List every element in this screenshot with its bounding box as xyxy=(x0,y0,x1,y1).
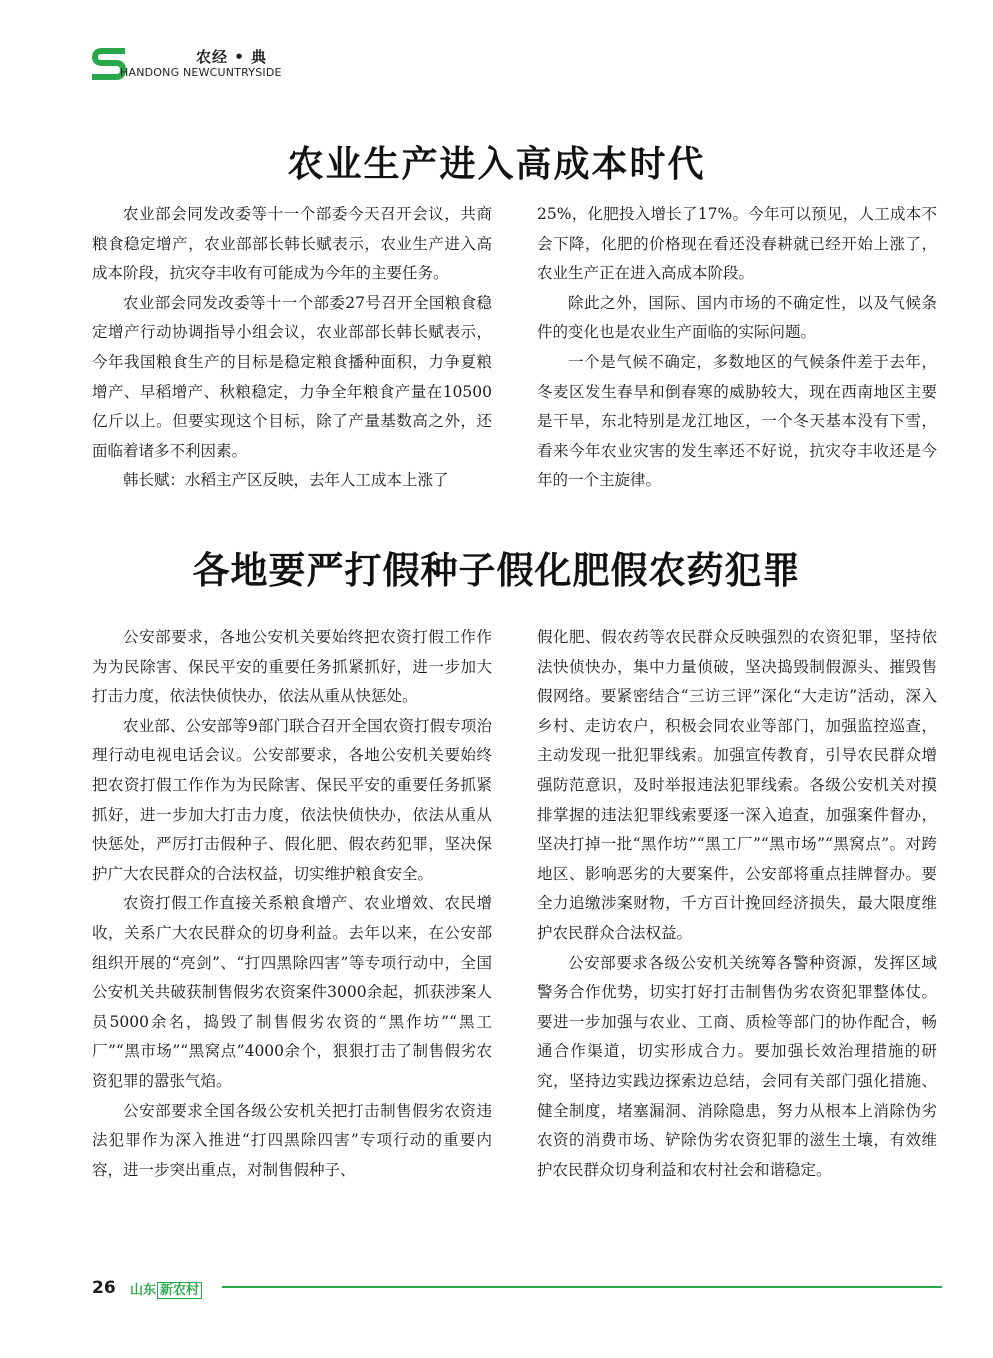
paragraph: 一个是气候不确定，多数地区的气候条件差于去年，冬麦区发生春旱和倒春寒的威胁较大，现在西南地区主要是干旱，东北特别是龙江地区，一个冬天基本没有下雪，看来今年农业灾害的发生率还不好说，抗灾夺丰收还是今年的一个主旋律。 xyxy=(537,352,937,490)
footer-magazine-name-b: 新农村 xyxy=(157,1282,202,1299)
article2-right-column xyxy=(537,623,937,1185)
footer-magazine-logo xyxy=(130,1279,202,1298)
paragraph: 公安部要求全国各级公安机关把打击制售假劣农资违法犯罪作为深入推进“打四黑除四害”专项行动的重要内容，进一步突出重点，对制售假种子、 xyxy=(92,1101,492,1179)
page-number: 26 xyxy=(92,1278,116,1298)
magazine-logo-subtitle: HANDONG NEWCUNTRYSIDE xyxy=(120,66,282,79)
magazine-header xyxy=(92,46,392,86)
paragraph: 25%，化肥投入增长了17%。今年可以预见，人工成本不会下降，化肥的价格现在看还没春耕就已经开始上涨了，农业生产正在进入高成本阶段。 xyxy=(537,205,937,283)
footer-divider xyxy=(222,1286,942,1288)
page-footer xyxy=(92,1278,942,1302)
article1-right-column xyxy=(537,200,937,496)
paragraph: 韩长赋：水稻主产区反映，去年人工成本上涨了 xyxy=(123,471,449,490)
paragraph: 公安部要求各级公安机关统筹各警种资源，发挥区域警务合作优势，切实打好打击制售伪劣农资犯罪整体仗。要进一步加强与农业、工商、质检等部门的协作配合，畅通合作渠道，切实形成合力。要加强长效治理措施的研究，坚持边实践边探索边总结，会同有关部门强化措施、健全制度，堵塞漏洞、消除隐患，努力从根本上消除伪劣农资的消费市场、铲除伪劣农资犯罪的滋生土壤，有效维护农民群众切身利益和农村社会和谐稳定。 xyxy=(537,953,937,1179)
paragraph: 农业部、公安部等9部门联合召开全国农资打假专项治理行动电视电话会议。公安部要求，各地公安机关要始终把农资打假工作作为为民除害、保民平安的重要任务抓紧抓好，进一步加大打击力度，依法快侦快办，依法从重从快惩处，严厉打击假种子、假化肥、假农药犯罪，坚决保护广大农民群众的合法权益，切实维护粮食安全。 xyxy=(92,716,492,883)
paragraph: 公安部要求，各地公安机关要始终把农资打假工作作为为民除害、保民平安的重要任务抓紧抓好，进一步加大打击力度，依法快侦快办，依法从重从快惩处。 xyxy=(92,628,492,706)
paragraph: 农资打假工作直接关系粮食增产、农业增效、农民增收，关系广大农民群众的切身利益。去年以来，在公安部组织开展的“亮剑”、“打四黑除四害”等专项行动中，全国公安机关共破获制售假劣农资案件3000余起，抓获涉案人员5000余名，捣毁了制售假劣农资的“黑作坊”“黑工厂”“黑市场”“黑窝点”4000余个，狠狠打击了制售假劣农资犯罪的嚣张气焰。 xyxy=(92,894,492,1090)
article2-title: 各地要严打假种子假化肥假农药犯罪 xyxy=(192,549,801,592)
magazine-section-label: 农经 • 典 xyxy=(196,48,268,66)
article2-left-column xyxy=(92,623,492,1185)
paragraph: 农业部会同发改委等十一个部委27号召开全国粮食稳定增产行动协调指导小组会议，农业部部长韩长赋表示，今年我国粮食生产的目标是稳定粮食播种面积，力争夏粮增产、早稻增产、秋粮稳定，力争全年粮食产量在10500亿斤以上。但要实现这个目标，除了产量基数高之外，还面临着诸多不利因素。 xyxy=(92,293,492,460)
article1-left-column xyxy=(92,200,492,496)
footer-magazine-name-a: 山东 xyxy=(130,1283,157,1298)
paragraph: 假化肥、假农药等农民群众反映强烈的农资犯罪，坚持依法快侦快办，集中力量侦破，坚决捣毁制假源头、摧毁售假网络。要紧密结合“三访三评”深化“大走访”活动，深入乡村、走访农户，积极会同农业等部门，加强监控巡查，主动发现一批犯罪线索。加强宣传教育，引导农民群众增强防范意识，及时举报违法犯罪线索。各级公安机关对摸排掌握的违法犯罪线索要逐一深入追查，加强案件督办，坚决打掉一批“黑作坊”“黑工厂”“黑市场”“黑窝点”。对跨地区、影响恶劣的大要案件，公安部将重点挂牌督办。要全力追缴涉案财物，千方百计挽回经济损失，最大限度维护农民群众合法权益。 xyxy=(537,628,937,942)
article1-title: 农业生产进入高成本时代 xyxy=(287,144,706,185)
paragraph: 农业部会同发改委等十一个部委今天召开会议，共商粮食稳定增产，农业部部长韩长赋表示，农业生产进入高成本阶段，抗灾夺丰收有可能成为今年的主要任务。 xyxy=(92,205,492,283)
paragraph: 除此之外，国际、国内市场的不确定性，以及气候条件的变化也是农业生产面临的实际问题。 xyxy=(537,293,937,342)
